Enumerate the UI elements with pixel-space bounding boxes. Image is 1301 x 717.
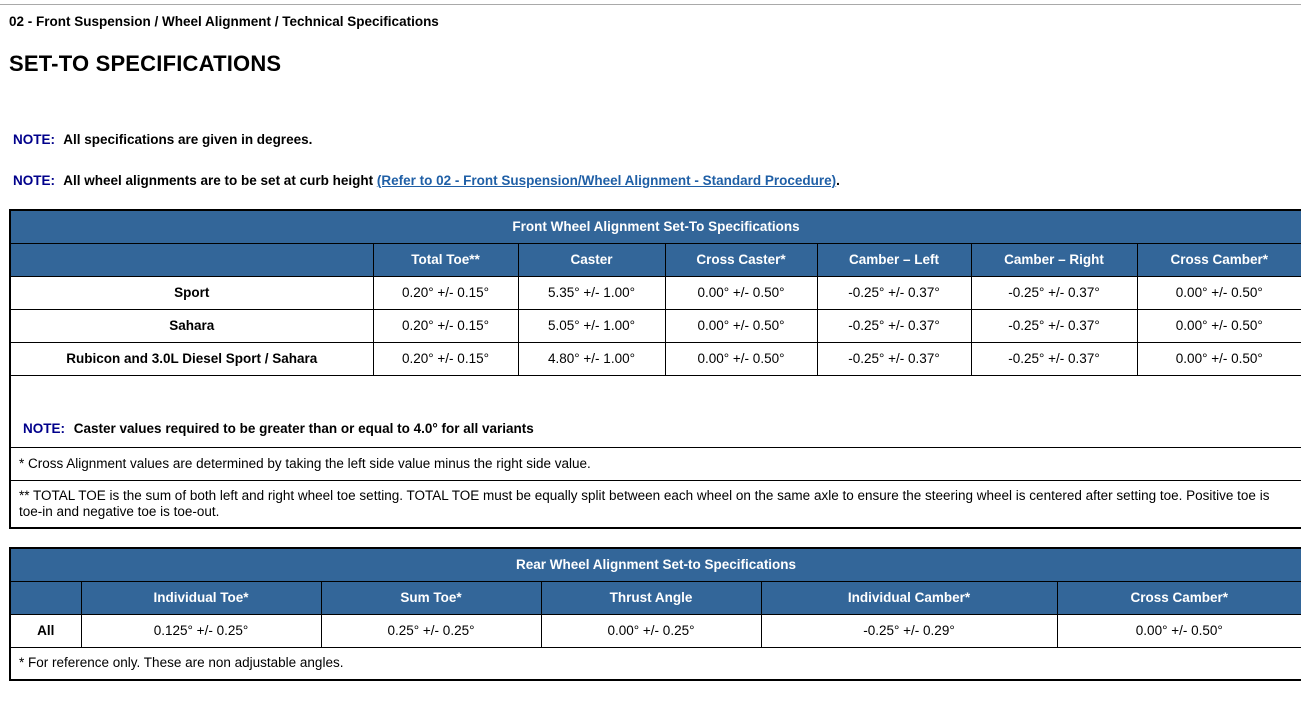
table-cell: -0.25° +/- 0.37° <box>971 276 1137 309</box>
breadcrumb: 02 - Front Suspension / Wheel Alignment / Technical Specifications <box>9 14 439 29</box>
table-row <box>10 276 1301 309</box>
header-cell: Caster <box>518 243 665 276</box>
table-row <box>10 342 1301 375</box>
header-cell: Cross Camber* <box>1057 581 1301 614</box>
row-label: All <box>10 614 81 647</box>
table-cell: 0.25° +/- 0.25° <box>321 614 541 647</box>
front-table-caption: Front Wheel Alignment Set-To Specifications <box>10 210 1301 243</box>
standard-procedure-link[interactable]: (Refer to 02 - Front Suspension/Wheel Alignment - Standard Procedure) <box>376 173 837 188</box>
footnote-reference-only: * For reference only. These are non adjustable angles. <box>10 647 1301 680</box>
table-cell: 0.125° +/- 0.25° <box>81 614 321 647</box>
header-cell: Total Toe** <box>373 243 518 276</box>
header-cell: Camber – Left <box>817 243 971 276</box>
table-cell: 0.00° +/- 0.50° <box>665 342 817 375</box>
footnote-cross-alignment: * Cross Alignment values are determined by taking the left side value minus the right side value. <box>10 447 1301 480</box>
note-text: All wheel alignments are to be set at curb height <box>63 173 374 188</box>
table-cell: 0.00° +/- 0.25° <box>541 614 761 647</box>
table-cell: 5.35° +/- 1.00° <box>518 276 665 309</box>
table-row <box>10 614 1301 647</box>
front-table-header-row <box>10 243 1301 276</box>
note-text: All specifications are given in degrees. <box>63 132 313 147</box>
note-label: NOTE: <box>23 420 65 436</box>
caster-note <box>10 375 1301 447</box>
header-cell <box>10 243 373 276</box>
page-title: SET-TO SPECIFICATIONS <box>9 51 282 76</box>
table-cell: -0.25° +/- 0.37° <box>817 309 971 342</box>
table-cell: 0.00° +/- 0.50° <box>1137 276 1301 309</box>
note-degrees <box>13 132 312 147</box>
note-period: . <box>836 173 840 188</box>
table-cell: 0.20° +/- 0.15° <box>373 342 518 375</box>
rear-table-header-row <box>10 581 1301 614</box>
row-label: Rubicon and 3.0L Diesel Sport / Sahara <box>10 342 373 375</box>
header-cell: Sum Toe* <box>321 581 541 614</box>
note-curb-height <box>13 173 840 188</box>
rear-alignment-table <box>9 547 1301 681</box>
header-cell: Camber – Right <box>971 243 1137 276</box>
table-cell: -0.25° +/- 0.37° <box>971 309 1137 342</box>
table-cell: 0.00° +/- 0.50° <box>1137 342 1301 375</box>
table-cell: 0.00° +/- 0.50° <box>1057 614 1301 647</box>
header-cell <box>10 581 81 614</box>
table-cell: 0.20° +/- 0.15° <box>373 276 518 309</box>
table-cell: -0.25° +/- 0.37° <box>817 342 971 375</box>
header-cell: Individual Camber* <box>761 581 1057 614</box>
table-cell: -0.25° +/- 0.37° <box>817 276 971 309</box>
row-label: Sport <box>10 276 373 309</box>
table-cell: 0.00° +/- 0.50° <box>665 309 817 342</box>
table-cell: 0.20° +/- 0.15° <box>373 309 518 342</box>
footnote-total-toe: ** TOTAL TOE is the sum of both left and right wheel toe setting. TOTAL TOE must be equally split between each wheel on the same axle to ensure the steering wheel is centered after setting toe. Positive toe is toe-in and negative toe is toe-out. <box>10 480 1301 528</box>
table-row <box>10 309 1301 342</box>
row-label: Sahara <box>10 309 373 342</box>
header-cell: Individual Toe* <box>81 581 321 614</box>
header-cell: Thrust Angle <box>541 581 761 614</box>
front-alignment-table <box>9 209 1301 529</box>
table-cell: 5.05° +/- 1.00° <box>518 309 665 342</box>
note-label: NOTE: <box>13 132 55 147</box>
note-label: NOTE: <box>13 173 55 188</box>
table-cell: 0.00° +/- 0.50° <box>1137 309 1301 342</box>
header-cell: Cross Camber* <box>1137 243 1301 276</box>
top-divider <box>0 4 1301 5</box>
table-cell: -0.25° +/- 0.29° <box>761 614 1057 647</box>
table-cell: 4.80° +/- 1.00° <box>518 342 665 375</box>
rear-table-caption: Rear Wheel Alignment Set-to Specifications <box>10 548 1301 581</box>
note-text: Caster values required to be greater than or equal to 4.0° for all variants <box>73 420 534 436</box>
header-cell: Cross Caster* <box>665 243 817 276</box>
table-cell: 0.00° +/- 0.50° <box>665 276 817 309</box>
table-cell: -0.25° +/- 0.37° <box>971 342 1137 375</box>
